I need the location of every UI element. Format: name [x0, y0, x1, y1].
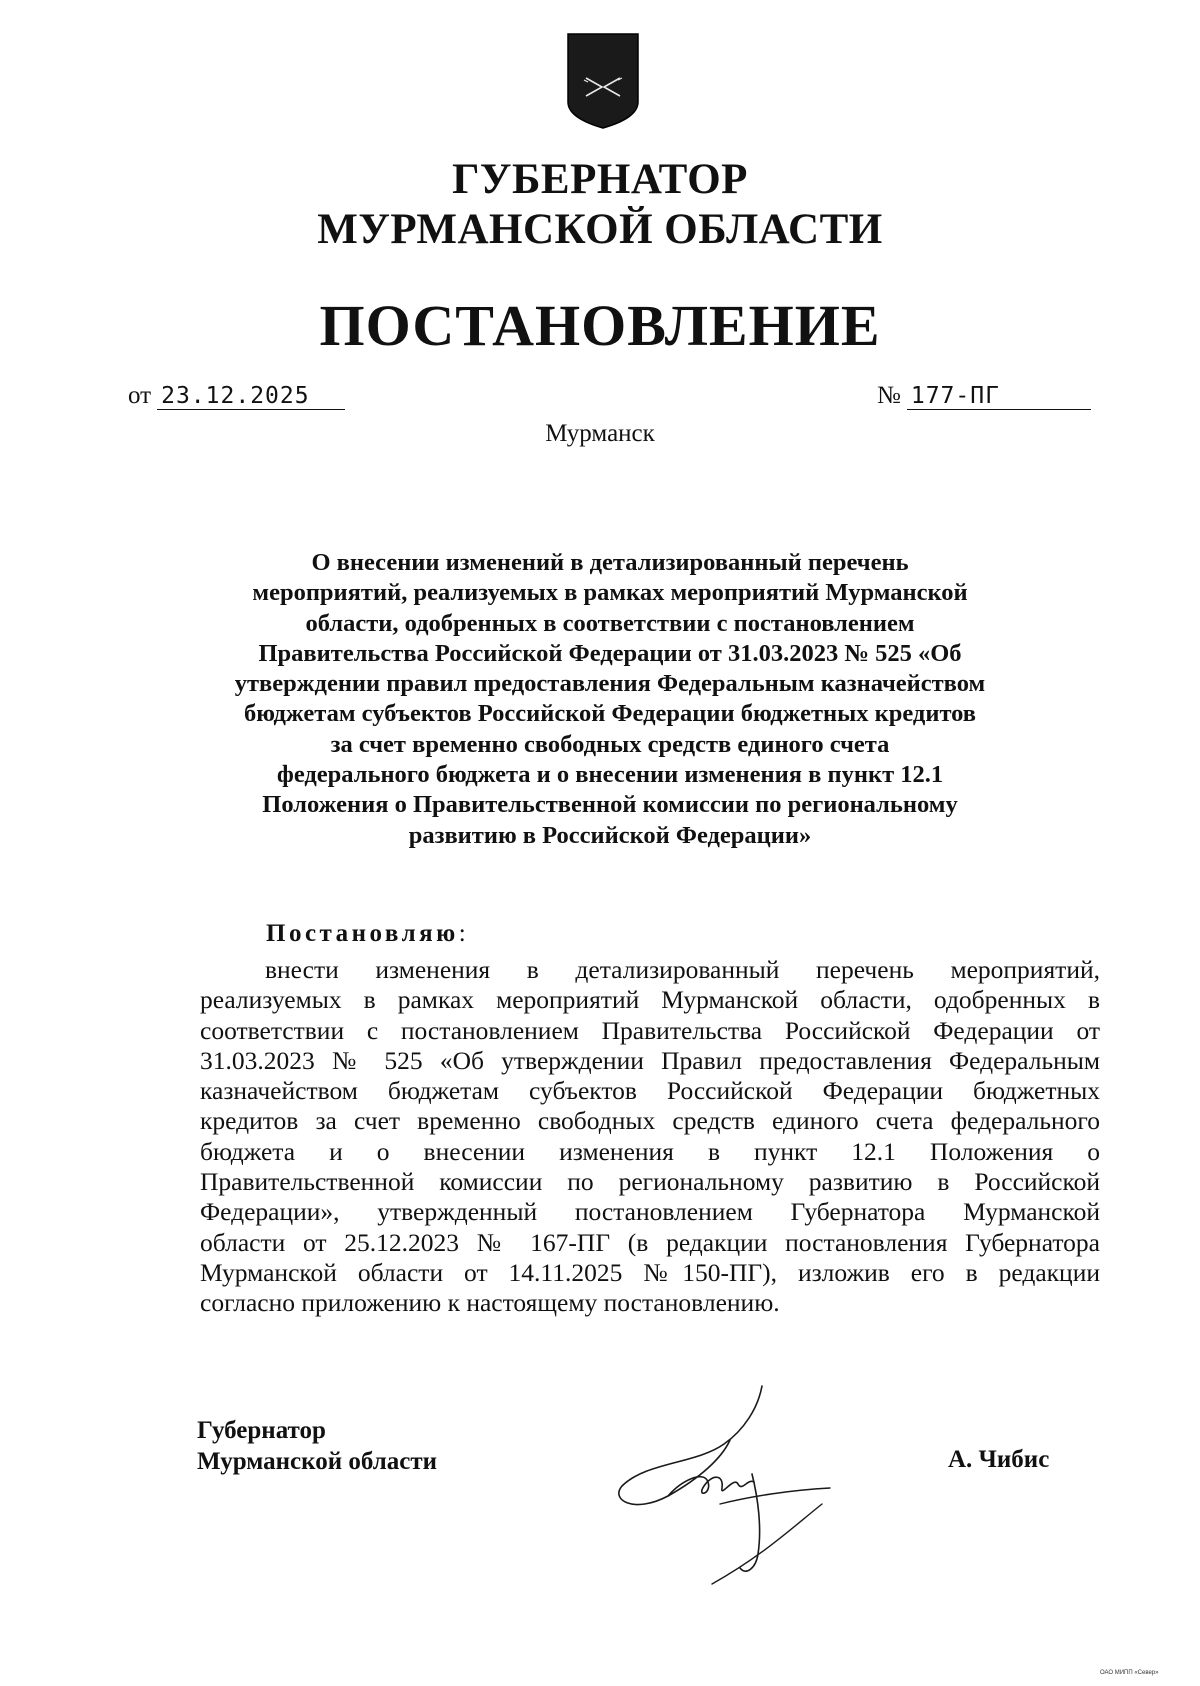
signatory-position	[197, 1415, 437, 1477]
body-line: соответствии с постановлением Правительства Российской Федерации от	[200, 1015, 1100, 1045]
title-line: федерального бюджета и о внесении изменения в пункт 12.1	[276, 761, 944, 789]
decree-body	[200, 955, 1100, 1319]
number-label: №	[877, 382, 901, 409]
decree-word: Постановляю	[266, 920, 459, 947]
title-line: О внесении изменений в детализированный перечень	[311, 549, 909, 576]
number-value: 177-ПГ	[907, 383, 1091, 410]
title-line: Положения о Правительственной комиссии по региональному	[262, 791, 958, 819]
title-line: бюджетам субъектов Российской Федерации бюджетных кредитов	[243, 700, 977, 728]
body-line: 31.03.2023 № 525 «Об утверждении Правил предоставления Федеральным	[200, 1045, 1100, 1075]
handwritten-signature	[612, 1378, 842, 1588]
title-line: утверждении правил предоставления Федеральным казначейством	[234, 670, 986, 698]
body-line: согласно приложению к настоящему постановлению.	[200, 1288, 780, 1318]
issuer-title: ГУБЕРНАТОР	[452, 156, 748, 203]
body-line: Мурманской области от 14.11.2025 №150-ПГ), изложив его в редакции	[200, 1257, 1100, 1287]
body-line: Правительственной комиссии по региональному развитию в Российской	[200, 1167, 1100, 1197]
title-line: за счет временно свободных средств единого счета	[330, 730, 890, 758]
title-line: развитию в Российской Федерации»	[408, 821, 812, 849]
body-line: реализуемых в рамках мероприятий Мурманской области, одобренных в	[200, 985, 1100, 1015]
decree-heading	[266, 920, 466, 948]
date-value: 23.12.2025	[157, 383, 345, 410]
title-line: Правительства Российской Федерации от 31.03.2023 № 525 «Об	[258, 639, 962, 667]
document-type: ПОСТАНОВЛЕНИЕ	[319, 293, 881, 358]
title-line: области, одобренных в соответствии с постановлением	[305, 609, 915, 637]
date-label: от	[128, 382, 152, 409]
body-line: внести изменения в детализированный перечень мероприятий,	[265, 955, 1100, 984]
printer-mark: ОАО МИПП «Север»	[1100, 1670, 1159, 1676]
body-line: кредитов за счет временно свободных средств единого счета федерального	[200, 1106, 1100, 1136]
decree-colon: :	[458, 920, 466, 947]
coat-of-arms-icon	[566, 32, 640, 130]
position-line: Губернатор	[197, 1417, 326, 1444]
position-line: Мурманской области	[197, 1448, 438, 1475]
body-line: казначейством бюджетам субъектов Российской Федерации бюджетных	[200, 1076, 1100, 1106]
signatory-name: А. Чибис	[948, 1446, 1050, 1473]
document-title	[230, 548, 990, 851]
document-number	[877, 382, 1091, 410]
body-line: области от 25.12.2023 № 167-ПГ (в редакции постановления Губернатора	[200, 1227, 1100, 1257]
body-line: бюджета и о внесении изменения в пункт 12.1 Положения о	[200, 1136, 1100, 1166]
body-line: Федерации», утвержденный постановлением Губернатора Мурманской	[200, 1197, 1100, 1227]
document-date	[128, 382, 345, 410]
title-line: мероприятий, реализуемых в рамках мероприятий Мурманской	[252, 579, 968, 607]
issuer-region: МУРМАНСКОЙ ОБЛАСТИ	[317, 206, 883, 253]
city: Мурманск	[545, 420, 655, 447]
